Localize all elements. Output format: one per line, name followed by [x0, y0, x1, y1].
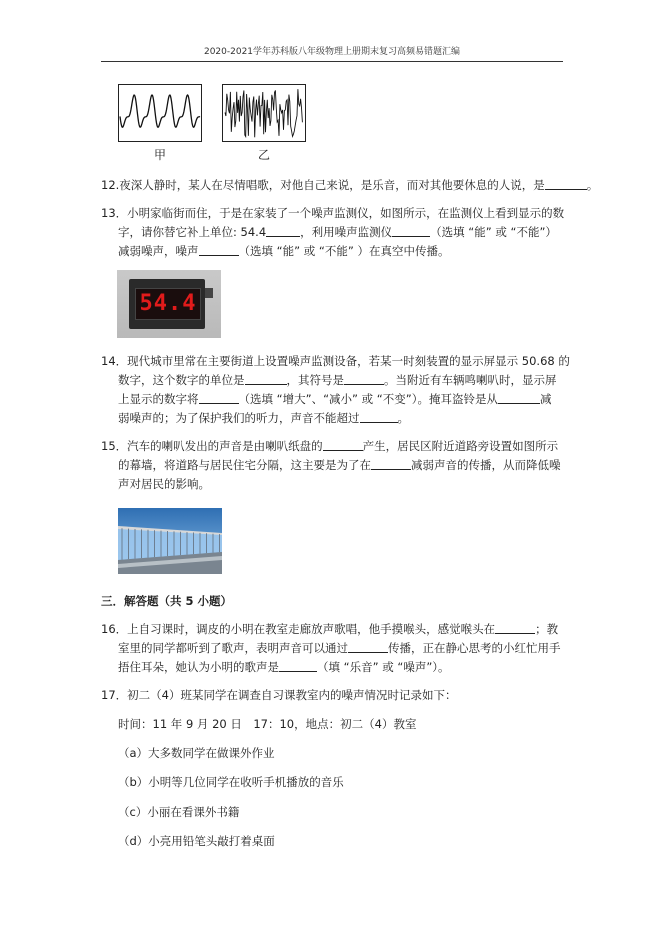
answer-blank[interactable]	[199, 243, 239, 256]
question-17-item-b: （b）小明等几位同学在收听手机播放的音乐	[118, 775, 344, 789]
answer-blank[interactable]	[245, 372, 287, 385]
question-13-line-1: 13．小明家临街而住，于是在家装了一个噪声监测仪，如图所示，在监测仪上看到显示的数	[101, 206, 565, 220]
question-17-time: 时间：11 年 9 月 20 日 17：10，地点：初二（4）教室	[118, 717, 417, 731]
monitor-device	[129, 279, 205, 329]
question-13-line-2: 字，请你替它补上单位: 54.4 ，利用噪声监测仪 （选填 “能” 或 “不能”）	[118, 225, 557, 239]
question-15-line-3: 声对居民的影响。	[118, 477, 210, 491]
question-14-line-2: 数字，这个数字的单位是 ，其符号是 。当附近有车辆鸣喇叭时，显示屏	[118, 373, 557, 387]
question-17-item-d: （d）小亮用铅笔头敲打着桌面	[118, 834, 275, 848]
answer-blank[interactable]	[360, 410, 398, 423]
question-14-line-4: 弱噪声的；为了保护我们的听力，声音不能超过 。	[118, 411, 409, 425]
regular-waveform	[118, 84, 202, 142]
question-17-item-c: （c）小丽在看课外书籍	[118, 805, 240, 819]
question-16-line-1: 16．上自习课时，调皮的小明在教室走廊放声歌唱，他手摸喉头，感觉喉头在 ；教	[101, 622, 559, 636]
answer-blank[interactable]	[266, 224, 300, 237]
answer-blank[interactable]	[323, 438, 363, 451]
answer-blank[interactable]	[344, 372, 384, 385]
answer-blank[interactable]	[498, 391, 540, 404]
waveform-figure-a	[118, 84, 202, 142]
answer-blank[interactable]	[279, 659, 317, 672]
question-15-line-1: 15．汽车的喇叭发出的声音是由喇叭纸盘的 产生，居民区附近道路旁设置如图所示	[101, 439, 559, 453]
waveform-figure-b	[222, 84, 306, 142]
question-14-line-1: 14．现代城市里常在主要街道上设置噪声监测设备，若某一时刻装置的显示屏显示 50.68 的	[101, 354, 570, 368]
question-16-line-2: 室里的同学都听到了歌声，表明声音可以通过 传播，正在静心思考的小红忙用手	[118, 641, 561, 655]
barrier-illustration	[118, 508, 222, 574]
waveform-label-b: 乙	[258, 148, 271, 162]
display-reading: 54.4	[139, 291, 197, 316]
irregular-waveform	[222, 84, 306, 142]
question-17-intro: 17．初二（4）班某同学在调查自习课教室内的噪声情况时记录如下：	[101, 688, 457, 702]
question-17-item-a: （a）大多数同学在做课外作业	[118, 746, 275, 760]
question-15-line-2: 的幕墙，将道路与居民住宅分隔，这主要是为了在 减弱声音的传播，从而降低噪	[118, 458, 561, 472]
noise-monitor-photo	[117, 270, 221, 338]
section-heading: 三．解答题（共 5 小题）	[101, 594, 233, 608]
question-16-line-3: 捂住耳朵，她认为小明的歌声是 （填 “乐音” 或 “噪声”）。	[118, 660, 450, 674]
waveform-label-a: 甲	[154, 148, 167, 162]
question-13-line-3: 减弱噪声，噪声 （选填 “能” 或 “不能” ）在真空中传播。	[118, 244, 450, 258]
answer-blank[interactable]	[545, 177, 587, 190]
monitor-display	[135, 288, 201, 320]
answer-blank[interactable]	[495, 621, 535, 634]
answer-blank[interactable]	[392, 224, 430, 237]
answer-blank[interactable]	[371, 457, 411, 470]
answer-blank[interactable]	[199, 391, 239, 404]
question-14-line-3: 上显示的数字将 （选填 “增大”、“减小” 或 “不变”）。掩耳盗铃是从 减	[118, 392, 552, 406]
answer-blank[interactable]	[348, 640, 388, 653]
monitor-mount	[205, 288, 213, 298]
question-12: 12.夜深人静时，某人在尽情唱歌，对他自己来说，是乐音，而对其他要休息的人说，是 。	[101, 178, 599, 192]
page-header: 2020-2021学年苏科版八年级物理上册期末复习高频易错题汇编	[101, 44, 563, 62]
noise-barrier-photo	[118, 508, 222, 574]
